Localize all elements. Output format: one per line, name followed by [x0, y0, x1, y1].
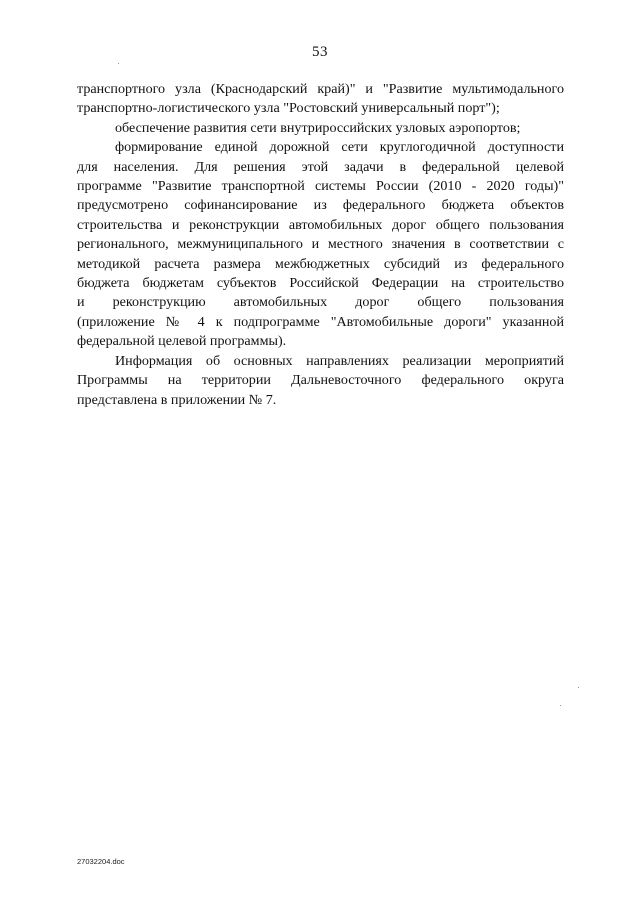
text-line: предусмотрено софинансирование из федерального бюджета объектов [77, 197, 564, 214]
text-line: Программы на территории Дальневосточного федерального округа [77, 372, 564, 389]
paragraph-road-network [77, 138, 564, 351]
text-line: бюджета бюджетам субъектов Российской Федерации на строительство [77, 275, 564, 292]
scan-speck [578, 687, 579, 688]
text-line: транспортно-логистического узла "Ростовский универсальный порт"); [77, 100, 500, 117]
text-line: обеспечение развития сети внутрироссийских узловых аэропортов; [115, 119, 521, 136]
text-line: регионального, межмуниципального и местного значения в соответствии с [77, 236, 564, 253]
text-line: представлена в приложении № 7. [77, 391, 277, 408]
paragraph-airport-network [77, 119, 564, 138]
page-number: 53 [312, 44, 328, 60]
text-line: транспортного узла (Краснодарский край)" и "Развитие мультимодального [77, 81, 564, 97]
text-line: и реконструкцию автомобильных дорог общего пользования [77, 294, 564, 311]
text-line: федеральной целевой программы). [77, 333, 287, 350]
document-body [77, 80, 564, 410]
paragraph-far-east-info [77, 352, 564, 410]
scan-speck [560, 705, 561, 706]
text-line: формирование единой дорожной сети круглогодичной доступности [115, 139, 564, 156]
text-line: программе "Развитие транспортной системы России (2010 - 2020 годы)" [77, 178, 564, 195]
text-line: Информация об основных направлениях реализации мероприятий [115, 352, 564, 369]
text-line: (приложение № 4 к подпрограмме "Автомобильные дороги" указанной [77, 313, 564, 330]
text-line: строительства и реконструкции автомобильных дорог общего пользования [77, 216, 564, 233]
footer-filename: 27032204.doc [77, 857, 125, 866]
text-line: для населения. Для решения этой задачи в федеральной целевой [77, 158, 564, 175]
scan-speck [118, 63, 119, 64]
paragraph-airports-continuation [77, 80, 564, 119]
text-line: методикой расчета размера межбюджетных субсидий из федерального [77, 255, 564, 272]
